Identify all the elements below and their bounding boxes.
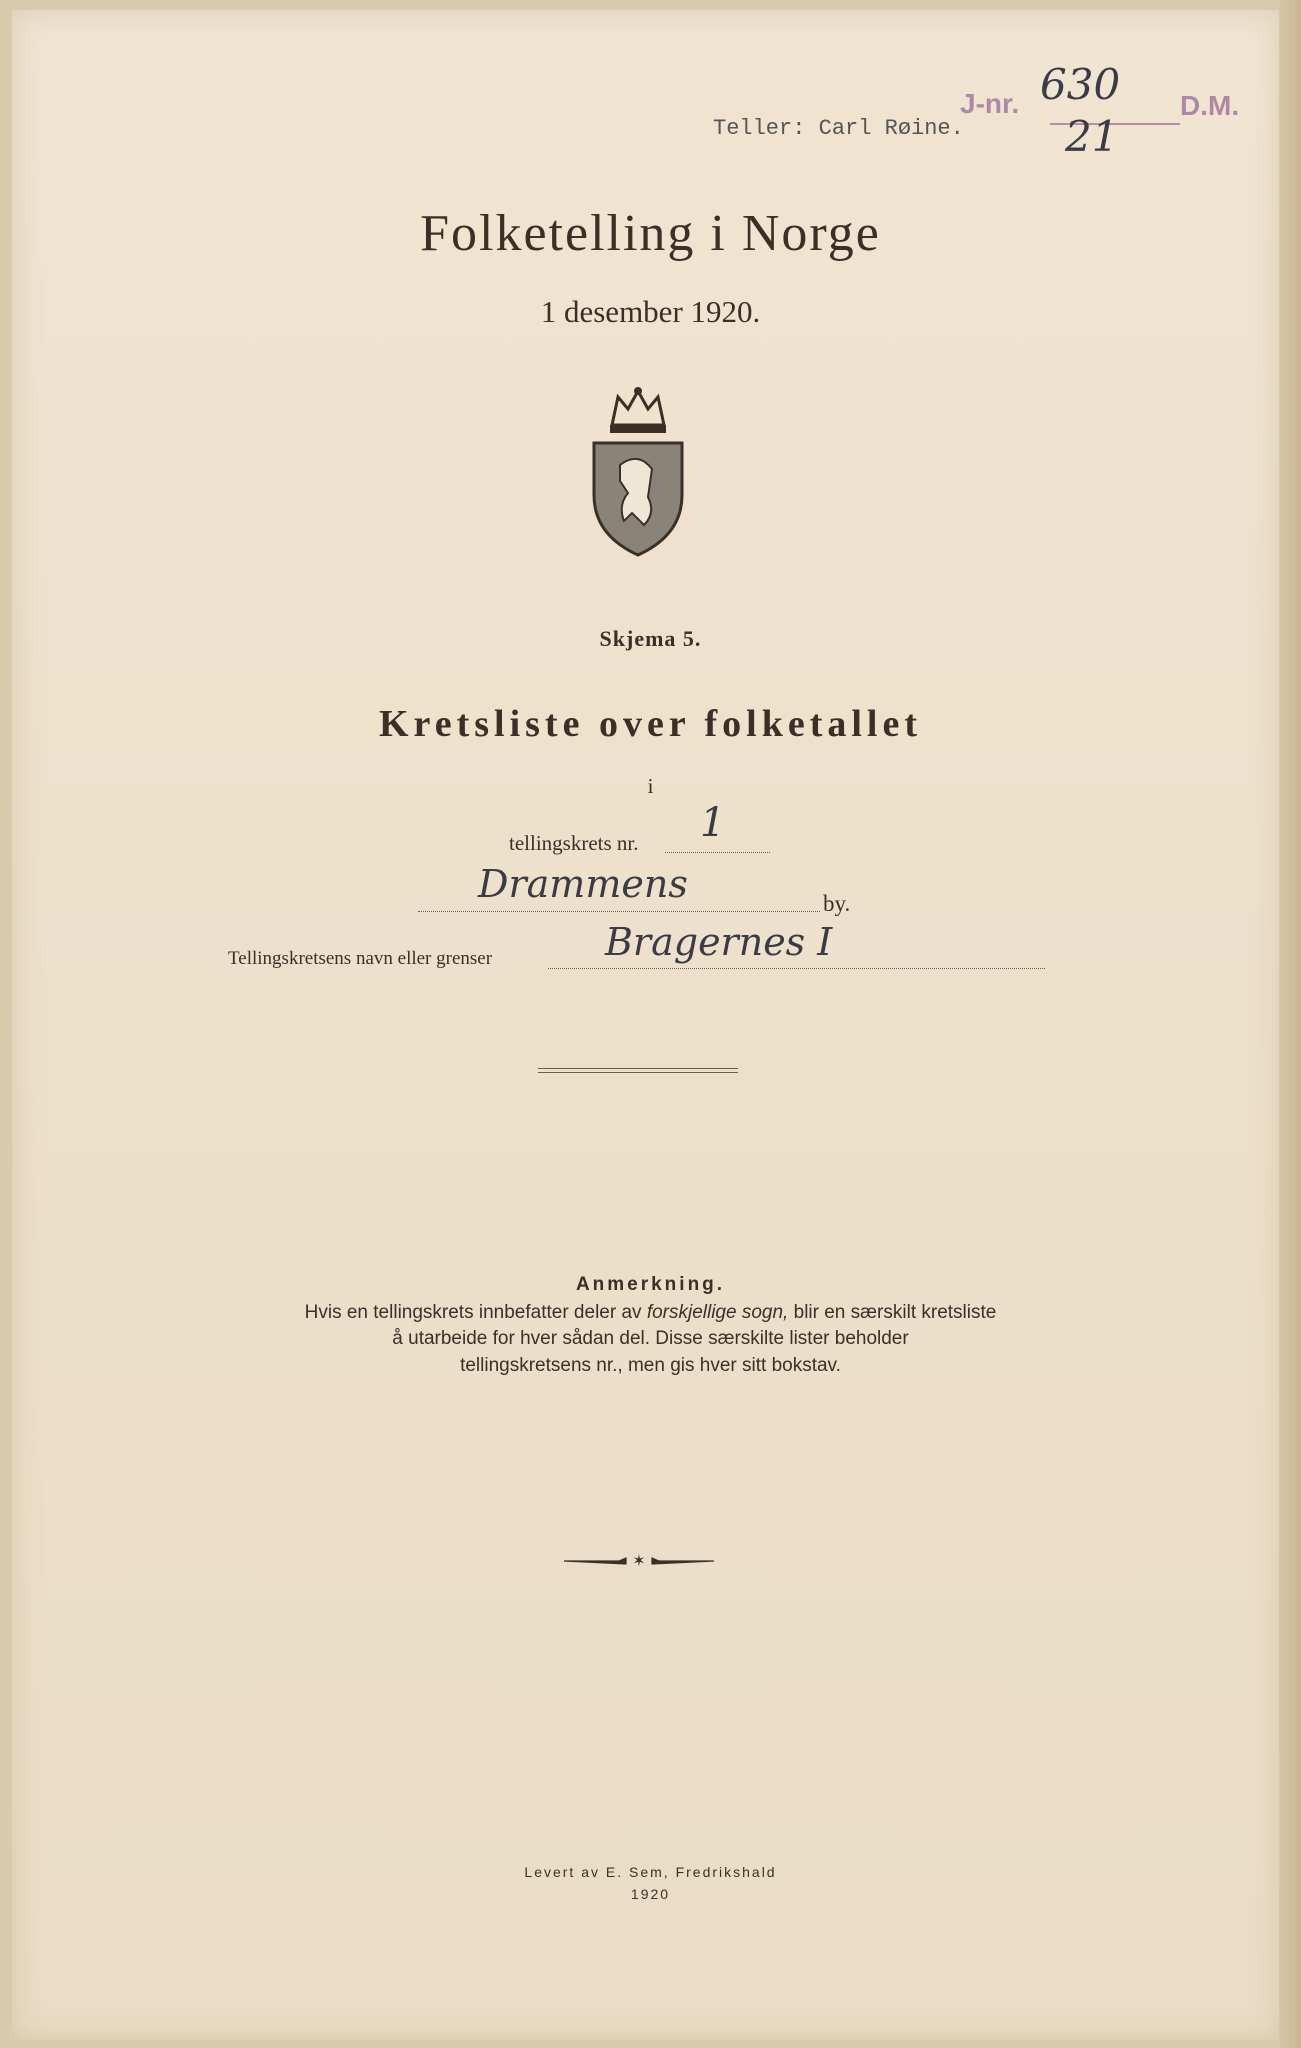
- form-heading: Kretsliste over folketallet: [378, 703, 923, 745]
- printer-year: 1920: [630, 1886, 671, 1902]
- note-italic: forskjellige sogn,: [646, 1302, 789, 1323]
- note-text: Hvis en tellingskrets innbefatter deler av: [304, 1302, 647, 1323]
- schema-number: Skjema 5.: [599, 626, 702, 651]
- teller-line: Teller: Carl Røine.: [713, 116, 964, 141]
- note-line-1: [0, 1302, 1301, 1324]
- note-heading: Anmerkning.: [575, 1274, 726, 1295]
- printer-line: Levert av E. Sem, Fredrikshald: [524, 1864, 777, 1880]
- name-field-line: [548, 968, 1045, 969]
- double-rule: [538, 1068, 738, 1073]
- note-text: blir en særskilt kretsliste: [788, 1302, 997, 1323]
- krets-label: tellingskrets nr.: [509, 831, 639, 855]
- svg-text:✶: ✶: [632, 1553, 646, 1569]
- name-label: Tellingskretsens navn eller grenser: [228, 948, 493, 969]
- krets-field-line: [665, 852, 770, 853]
- stamp-year: 21: [1065, 112, 1119, 161]
- preposition: i: [647, 774, 654, 798]
- document-title: Folketelling i Norge: [420, 205, 881, 262]
- city-field-line: [418, 911, 820, 912]
- city-suffix: by.: [823, 891, 851, 916]
- krets-value: 1: [700, 800, 726, 846]
- journal-stamp-prefix: J-nr.: [960, 88, 1020, 119]
- stamp-suffix: D.M.: [1180, 90, 1240, 121]
- stamp-number: 630: [1040, 60, 1121, 109]
- name-value: Bragernes I: [605, 920, 833, 964]
- coat-of-arms-icon: [590, 385, 686, 557]
- note-line-2: å utarbeide for hver sådan del. Disse særskilte lister beholder: [392, 1328, 909, 1349]
- document-date: 1 desember 1920.: [540, 294, 761, 329]
- city-value: Drammens: [478, 862, 688, 906]
- ornament-divider: [564, 1553, 714, 1569]
- note-line-3: tellingskretsens nr., men gis hver sitt bokstav.: [460, 1355, 841, 1376]
